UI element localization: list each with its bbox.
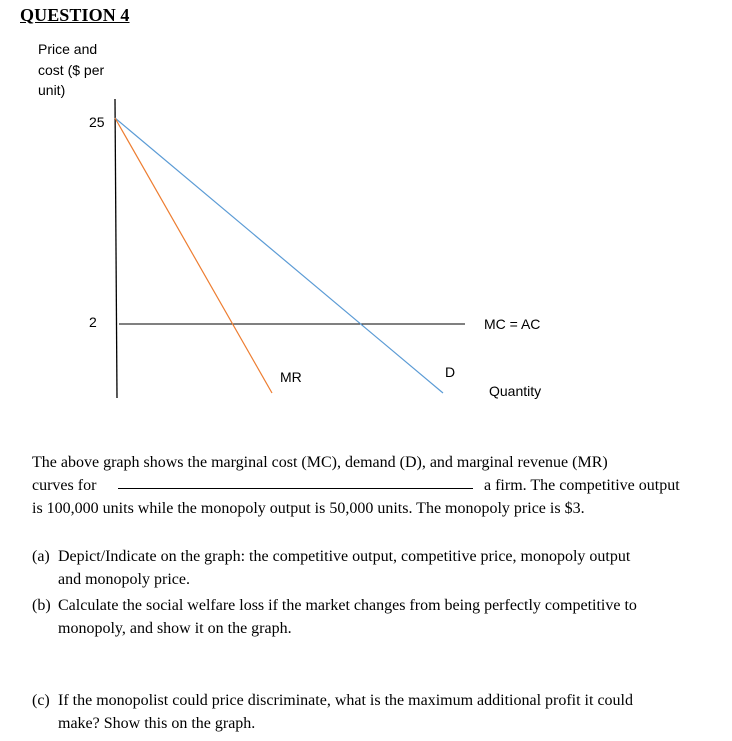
paragraph-text: curves for	[32, 477, 97, 494]
question-title: QUESTION 4	[20, 5, 130, 25]
part-label: (b)	[32, 597, 51, 614]
mc-ac-label: MC = AC	[484, 316, 541, 332]
paragraph-line: is 100,000 units while the monopoly output is 50,000 units. The monopoly price is $3.	[32, 500, 585, 517]
mr-label: MR	[280, 369, 302, 385]
fill-in-blank	[118, 488, 473, 489]
mr-curve	[115, 118, 272, 393]
part-text: If the monopolist could price discriminate, what is the maximum additional profit it could	[58, 692, 633, 709]
x-axis-label: Quantity	[489, 383, 542, 399]
paragraph-text: a firm. The competitive output	[484, 477, 680, 494]
paragraph-line: The above graph shows the marginal cost (MC), demand (D), and marginal revenue (MR)	[32, 454, 608, 471]
y-tick-label: 25	[89, 114, 105, 130]
part-text: make? Show this on the graph.	[58, 715, 256, 732]
demand-label: D	[445, 364, 456, 380]
y-axis-label-line: Price and	[38, 41, 98, 57]
part-text: Depict/Indicate on the graph: the competitive output, competitive price, monopoly output	[58, 548, 631, 565]
y-tick-label: 2	[89, 314, 97, 330]
part-label: (c)	[32, 692, 50, 709]
part-text: and monopoly price.	[58, 571, 190, 588]
demand-curve	[115, 118, 443, 393]
part-text: Calculate the social welfare loss if the market changes from being perfectly competitive to	[58, 597, 637, 614]
question-paragraph	[32, 451, 712, 520]
y-axis-label-line: cost ($ per	[38, 61, 105, 78]
y-axis-label-line: unit)	[38, 82, 66, 98]
part-text: monopoly, and show it on the graph.	[58, 620, 292, 637]
paragraph-line-blank	[32, 474, 712, 497]
question-part-c	[32, 689, 722, 735]
question-part-b	[32, 594, 722, 640]
part-label: (a)	[32, 548, 50, 565]
question-part-a	[32, 545, 722, 591]
y-axis	[115, 99, 117, 398]
